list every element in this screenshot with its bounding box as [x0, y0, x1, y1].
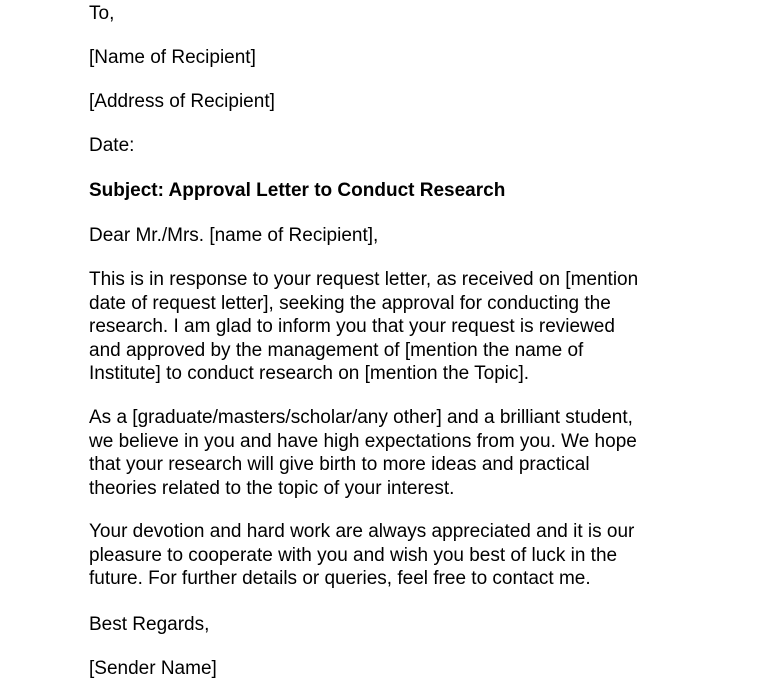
paragraph-3-line: future. For further details or queries, feel free to contact me. — [89, 568, 591, 589]
sender-name: [Sender Name] — [89, 658, 217, 679]
paragraph-1-line: and approved by the management of [mention the name of — [89, 339, 584, 361]
closing: Best Regards, — [89, 614, 210, 635]
paragraph-1-line: research. I am glad to inform you that your request is reviewed — [89, 316, 615, 337]
paragraph-3-line: pleasure to cooperate with you and wish you best of luck in the — [89, 544, 618, 566]
paragraph-2-line: that your research will give birth to more ideas and practical — [89, 454, 590, 475]
paragraph-3 — [89, 520, 709, 591]
paragraph-2-line: As a [graduate/masters/scholar/any other] and a brilliant student, — [89, 407, 633, 428]
salutation: Dear Mr./Mrs. [name of Recipient], — [89, 225, 379, 246]
paragraph-1 — [89, 268, 709, 386]
paragraph-2-line: we believe in you and have high expectations from you. We hope — [89, 430, 637, 452]
paragraph-2-line: theories related to the topic of your interest. — [89, 477, 455, 499]
to-line: To, — [89, 3, 115, 24]
paragraph-1-line: This is in response to your request letter, as received on [mention — [89, 269, 639, 290]
paragraph-2 — [89, 406, 709, 500]
paragraph-3-line: Your devotion and hard work are always appreciated and it is our — [89, 521, 635, 542]
recipient-name: [Name of Recipient] — [89, 47, 256, 68]
recipient-address: [Address of Recipient] — [89, 91, 275, 112]
date-line: Date: — [89, 135, 135, 156]
paragraph-1-line: date of request letter], seeking the approval for conducting the — [89, 292, 611, 314]
subject-line: Subject: Approval Letter to Conduct Research — [89, 180, 506, 201]
paragraph-1-line: Institute] to conduct research on [mention the Topic]. — [89, 363, 530, 384]
